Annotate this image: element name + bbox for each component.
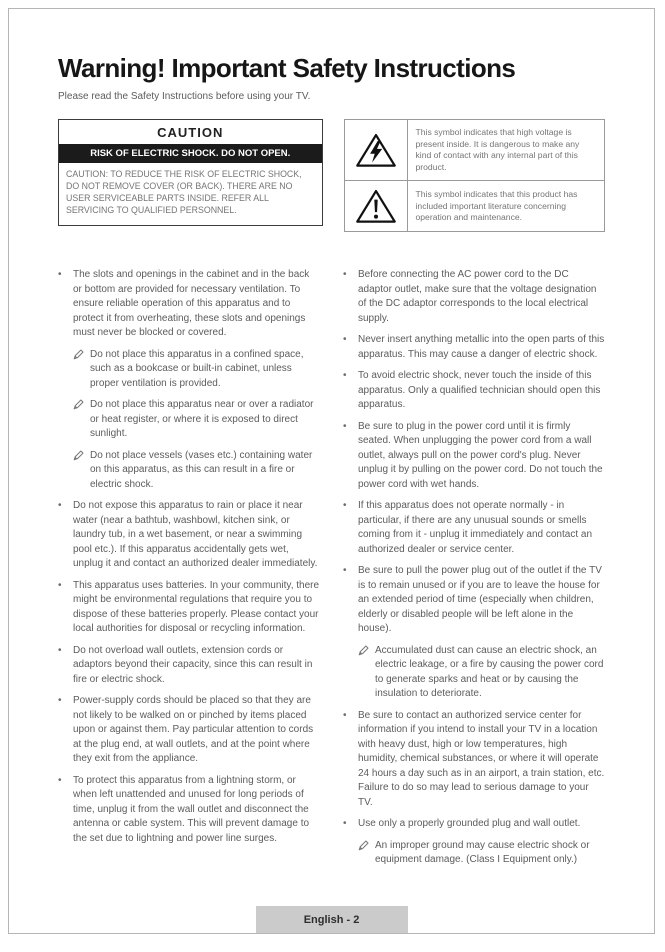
bullet-marker: • <box>343 269 347 281</box>
high-voltage-symbol-row <box>344 119 606 181</box>
instruction-text: Accumulated dust can cause an electric shock, an electric leakage, or a fire by causing the power cord to generate sparks and heat or by causing the insulation to deteriorate. <box>375 644 604 700</box>
instruction-text: The slots and openings in the cabinet and in the back or bottom are provided for necessary ventilation. To ensure reliable operation of this apparatus and to protect it from overheating, these slots and openings must never be blocked or covered. <box>73 269 310 339</box>
note-item <box>73 348 320 392</box>
note-icon <box>358 644 375 702</box>
note-icon <box>73 398 90 442</box>
note-item <box>73 398 320 442</box>
note-icon <box>73 348 90 392</box>
high-voltage-triangle-icon <box>345 120 408 180</box>
bullet-marker: • <box>58 774 62 786</box>
important-literature-symbol-text: This symbol indicates that this product has included important literature concerning operation and maintenance. <box>415 188 578 223</box>
bullet-item <box>58 694 320 767</box>
bullet-item <box>343 499 605 557</box>
instruction-text: If this apparatus does not operate normally - in particular, if there are any unusual sounds or smells coming from it - unplug it immediately and contact an authorized dealer or service center. <box>358 500 592 555</box>
high-voltage-symbol-text: This symbol indicates that high voltage is present inside. It is dangerous to make any kind of contact with any internal part of this product. <box>415 127 580 172</box>
page-content <box>9 9 654 875</box>
bullet-marker: • <box>343 370 347 382</box>
bullet-item <box>343 268 605 326</box>
instruction-text: This apparatus uses batteries. In your community, there might be environmental regulations that require you to dispose of these batteries properly. Please contact your local authorities for disposal or recycling information. <box>73 579 320 635</box>
bullet-marker: • <box>58 500 62 512</box>
instruction-text: Do not place this apparatus near or over a radiator or heat register, or where it is exposed to direct sunlight. <box>90 399 314 440</box>
instruction-text: Do not place this apparatus in a confined space, such as a bookcase or built-in cabinet, unless proper ventilation is provided. <box>90 348 304 389</box>
instruction-text: Before connecting the AC power cord to the DC adaptor outlet, make sure that the voltage designation of the DC adaptor corresponds to the local electrical supply. <box>358 269 597 324</box>
bullet-item <box>343 420 605 493</box>
instruction-text: To protect this apparatus from a lightning storm, or when left unattended and unused for long periods of time, unplug it from the wall outlet and disconnect the antenna or cable system. This will prevent damage to the set due to lightning and power line surges. <box>73 774 310 844</box>
bullet-item <box>343 709 605 811</box>
page-footer: English - 2 <box>256 906 408 933</box>
important-literature-triangle-icon <box>345 181 408 231</box>
bullet-item <box>58 644 320 688</box>
bullet-marker: • <box>343 420 347 432</box>
bullet-item <box>343 333 605 362</box>
bullet-item <box>343 369 605 413</box>
instruction-text: Power-supply cords should be placed so that they are not likely to be walked on or pinched by items placed upon or against them. Pay particular attention to cords at the plug end, at wall outlets, and at the point where they exit from the appliance. <box>73 695 314 765</box>
instruction-text: Be sure to pull the power plug out of the outlet if the TV is to remain unused or if you are to leave the house for an extended period of time (especially when children, elderly or disabled people will be left alone in the house). <box>358 565 602 635</box>
manual-page <box>8 8 655 934</box>
note-icon <box>358 839 375 868</box>
instruction-text: Do not place vessels (vases etc.) containing water on this apparatus, as this can result in a fire or electric shock. <box>90 449 313 490</box>
page-title: Warning! Important Safety Instructions <box>58 53 516 83</box>
note-item <box>73 449 320 493</box>
bullet-item <box>58 268 320 341</box>
bullet-marker: • <box>58 269 62 281</box>
page-subtitle: Please read the Safety Instructions before using your TV. <box>58 91 311 102</box>
symbol-legend <box>344 119 606 232</box>
caution-box-banner: RISK OF ELECTRIC SHOCK. DO NOT OPEN. <box>59 144 322 163</box>
bullet-marker: • <box>343 500 347 512</box>
instruction-text: Be sure to plug in the power cord until it is firmly seated. When unplugging the power cord from a wall outlet, always pull on the power cord's plug. Never unplug it by pulling on the power cord. Do not touch the power cord with wet hands. <box>358 420 603 490</box>
instruction-text: Do not expose this apparatus to rain or place it near water (near a bathtub, washbowl, kitchen sink, or laundry tub, in a wet basement, or near a swimming pool etc.). If this apparatus accidentally gets wet, unplug it and contact an authorized dealer immediately. <box>73 500 318 570</box>
bullet-item <box>58 579 320 637</box>
bullet-item <box>58 774 320 847</box>
bullet-marker: • <box>343 709 347 721</box>
instruction-text: Be sure to contact an authorized service center for information if you intend to install your TV in a location with heavy dust, high or low temperatures, high humidity, chemical substances, or where it will operate 24 hours a day such as in an airport, a train station, etc. Failure to do so may lead to serious damage to your TV. <box>358 709 605 808</box>
caution-section <box>58 119 605 232</box>
bullet-marker: • <box>343 818 347 830</box>
caution-box <box>58 119 323 226</box>
bullet-marker: • <box>58 644 62 656</box>
bullet-item <box>343 564 605 637</box>
bullet-item <box>343 817 605 832</box>
note-item <box>358 839 605 868</box>
bullet-marker: • <box>343 334 347 346</box>
bullet-marker: • <box>343 565 347 577</box>
instruction-text: Do not overload wall outlets, extension cords or adaptors beyond their capacity, since this can result in fire or electric shock. <box>73 644 313 685</box>
instructions-right-column <box>343 268 605 875</box>
important-literature-symbol-row <box>344 180 606 232</box>
instructions-left-column <box>58 268 320 875</box>
bullet-marker: • <box>58 579 62 591</box>
note-icon <box>73 449 90 493</box>
bullet-marker: • <box>58 695 62 707</box>
instructions-section <box>58 268 605 875</box>
instruction-text: Use only a properly grounded plug and wall outlet. <box>358 818 581 830</box>
caution-box-header: CAUTION <box>157 125 224 140</box>
instruction-text: An improper ground may cause electric shock or equipment damage. (Class I Equipment only.) <box>375 839 590 866</box>
instruction-text: Never insert anything metallic into the open parts of this apparatus. This may cause a danger of electric shock. <box>358 334 605 360</box>
bullet-item <box>58 499 320 572</box>
instruction-text: To avoid electric shock, never touch the inside of this apparatus. Only a qualified technician should open this apparatus. <box>358 370 601 411</box>
note-item <box>358 644 605 702</box>
caution-box-body: CAUTION: TO REDUCE THE RISK OF ELECTRIC SHOCK, DO NOT REMOVE COVER (OR BACK). THERE ARE NO USER SERVICEABLE PARTS INSIDE. REFER ALL SERVICING TO QUALIFIED PERSONNEL. <box>66 169 302 215</box>
